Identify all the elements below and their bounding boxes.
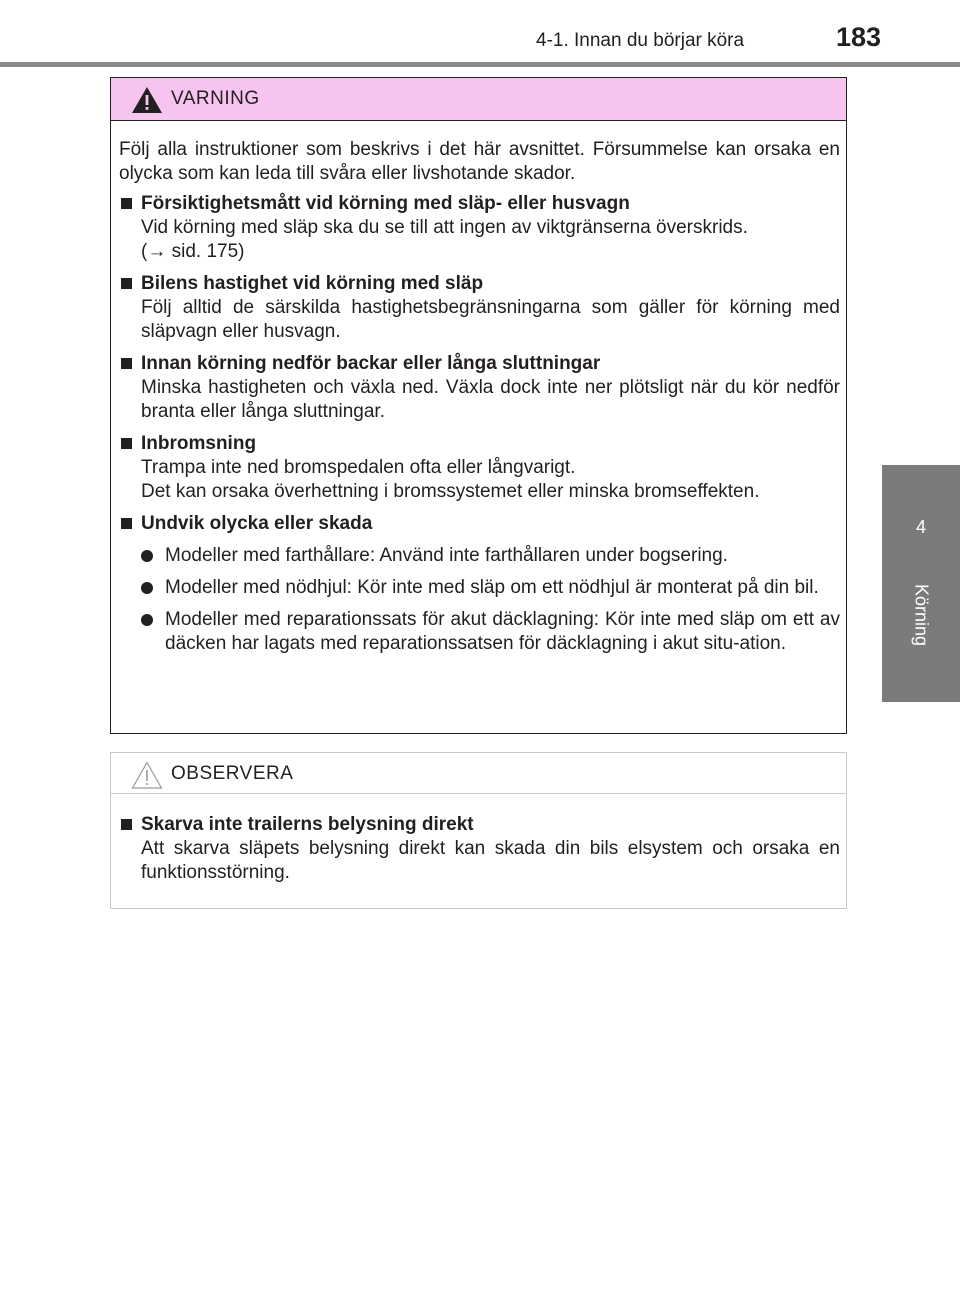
square-bullet-icon — [121, 198, 132, 209]
square-bullet-icon — [121, 438, 132, 449]
notice-body — [119, 813, 840, 893]
chapter-side-tab — [882, 465, 960, 702]
notice-item-text: Att skarva släpets belysning direkt kan skada din bils elsystem och orsaka en funktionsstörning. — [141, 838, 840, 883]
warning-bullet: Modeller med nödhjul: Kör inte med släp om ett nödhjul är monterat på din bil. — [119, 576, 840, 600]
caution-triangle-icon — [131, 761, 163, 789]
warning-item-heading: Innan körning nedför backar eller långa sluttningar — [119, 352, 840, 376]
warning-header — [111, 78, 846, 121]
warning-box — [110, 77, 847, 734]
warning-bullet: Modeller med reparationssats för akut däcklagning: Kör inte med släp om ett av däcken har lagats med reparationssatsen för däcklagning i akut situ-ation. — [119, 608, 840, 656]
notice-item — [119, 813, 840, 885]
warning-item — [119, 512, 840, 536]
chapter-label: Körning — [911, 583, 932, 647]
warning-intro: Följ alla instruktioner som beskrivs i det här avsnittet. Försummelse kan orsaka en olycka som kan leda till svåra eller livshotande skador. — [119, 139, 840, 184]
page-number: 183 — [836, 22, 882, 52]
header-rule — [0, 62, 960, 67]
warning-item-text: Följ alltid de särskilda hastighetsbegränsningarna som gäller för körning med släpvagn eller husvagn. — [141, 297, 840, 342]
warning-item-text: Minska hastigheten och växla ned. Växla dock inte ner plötsligt när du kör nedför branta eller långa sluttningar. — [141, 377, 840, 422]
warning-item-text: Vid körning med släp ska du se till att ingen av viktgränserna överskrids. (→ sid. 175) — [141, 217, 748, 262]
square-bullet-icon — [121, 358, 132, 369]
warning-item-heading: Inbromsning — [119, 432, 840, 456]
notice-header — [111, 753, 846, 794]
warning-item — [119, 272, 840, 344]
running-header-section: 4-1. Innan du börjar köra — [536, 30, 745, 51]
chapter-number: 4 — [915, 517, 926, 537]
round-bullet-icon — [141, 614, 153, 626]
warning-item — [119, 432, 840, 504]
warning-body — [119, 138, 840, 664]
square-bullet-icon — [121, 278, 132, 289]
notice-item-heading: Skarva inte trailerns belysning direkt — [119, 813, 840, 837]
warning-item — [119, 192, 840, 264]
warning-item-heading: Undvik olycka eller skada — [119, 512, 840, 536]
warning-title: VARNING — [171, 88, 260, 109]
notice-box — [110, 752, 847, 909]
notice-title: OBSERVERA — [171, 763, 294, 784]
round-bullet-icon — [141, 550, 153, 562]
round-bullet-icon — [141, 582, 153, 594]
warning-triangle-icon — [131, 86, 163, 114]
square-bullet-icon — [121, 819, 132, 830]
square-bullet-icon — [121, 518, 132, 529]
warning-item — [119, 352, 840, 424]
warning-item-heading: Försiktighetsmått vid körning med släp- eller husvagn — [119, 192, 840, 216]
warning-bullet: Modeller med farthållare: Använd inte farthållaren under bogsering. — [119, 544, 840, 568]
warning-item-text: Trampa inte ned bromspedalen ofta eller långvarigt. Det kan orsaka överhettning i bromssystemet eller minska bromseffekten. — [141, 457, 760, 502]
warning-item-heading: Bilens hastighet vid körning med släp — [119, 272, 840, 296]
